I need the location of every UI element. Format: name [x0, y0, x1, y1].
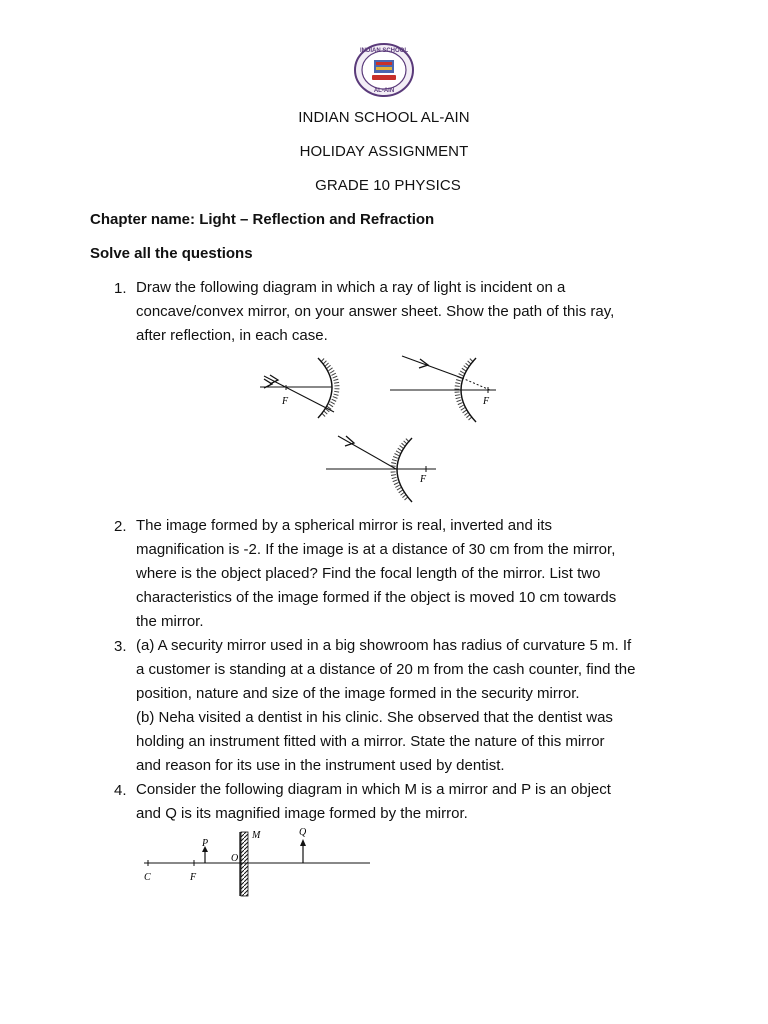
school-logo — [352, 42, 416, 98]
question-1-number: 1. — [114, 280, 127, 297]
object-p-label: P — [202, 838, 209, 849]
question-2-number: 2. — [114, 518, 127, 535]
question-1-line: Draw the following diagram in which a ray of light is incident on a — [136, 279, 566, 296]
plane-mirror-object-image-diagram — [140, 822, 380, 902]
question-2-line: the mirror. — [136, 613, 204, 630]
question-2-line: The image formed by a spherical mirror is real, inverted and its — [136, 517, 553, 534]
point-f-label: F — [190, 872, 197, 883]
question-3-line: (b) Neha visited a dentist in his clinic. She observed that the dentist was — [136, 709, 613, 726]
school-name: INDIAN SCHOOL AL-AIN — [298, 109, 470, 126]
question-3-line: a customer is standing at a distance of 20 m from the cash counter, find the — [136, 661, 636, 678]
focus-label: F — [420, 474, 427, 485]
mirror-m-label: M — [252, 830, 261, 841]
question-1-line: concave/convex mirror, on your answer sheet. Show the path of this ray, — [136, 303, 615, 320]
convex-mirror-diagram-2 — [326, 436, 436, 502]
concave-mirror-diagram — [260, 358, 337, 418]
question-3-line: (a) A security mirror used in a big showroom has radius of curvature 5 m. If — [136, 637, 632, 654]
question-1-line: after reflection, in each case. — [136, 327, 328, 344]
question-3-number: 3. — [114, 638, 127, 655]
focus-label: F — [282, 396, 289, 407]
question-3-line: holding an instrument fitted with a mirror. State the nature of this mirror — [136, 733, 605, 750]
question-4-line: and Q is its magnified image formed by the mirror. — [136, 805, 468, 822]
pole-o-label: O — [231, 853, 239, 864]
question-3-line: position, nature and size of the image formed in the security mirror. — [136, 685, 580, 702]
question-2-line: magnification is -2. If the image is at a distance of 30 cm from the mirror, — [136, 541, 616, 558]
mirror-ray-diagrams — [250, 348, 510, 508]
question-2-line: characteristics of the image formed if the object is moved 10 cm towards — [136, 589, 617, 606]
grade-subject: GRADE 10 PHYSICS — [315, 177, 461, 194]
focus-label: F — [483, 396, 490, 407]
image-q-label: Q — [299, 827, 307, 838]
logo-text-top: INDIAN SCHOOL — [360, 48, 408, 54]
instruction: Solve all the questions — [90, 245, 253, 262]
point-c-label: C — [144, 872, 151, 883]
chapter-name: Chapter name: Light – Reflection and Refraction — [90, 211, 435, 228]
question-2-line: where is the object placed? Find the focal length of the mirror. List two — [136, 565, 601, 582]
logo-text-bottom: AL-AIN — [373, 88, 395, 94]
question-4-line: Consider the following diagram in which M is a mirror and P is an object — [136, 781, 611, 798]
assignment-title: HOLIDAY ASSIGNMENT — [299, 143, 469, 160]
convex-mirror-diagram — [390, 356, 496, 422]
question-4-number: 4. — [114, 782, 127, 799]
question-3-line: and reason for its use in the instrument used by dentist. — [136, 757, 505, 774]
